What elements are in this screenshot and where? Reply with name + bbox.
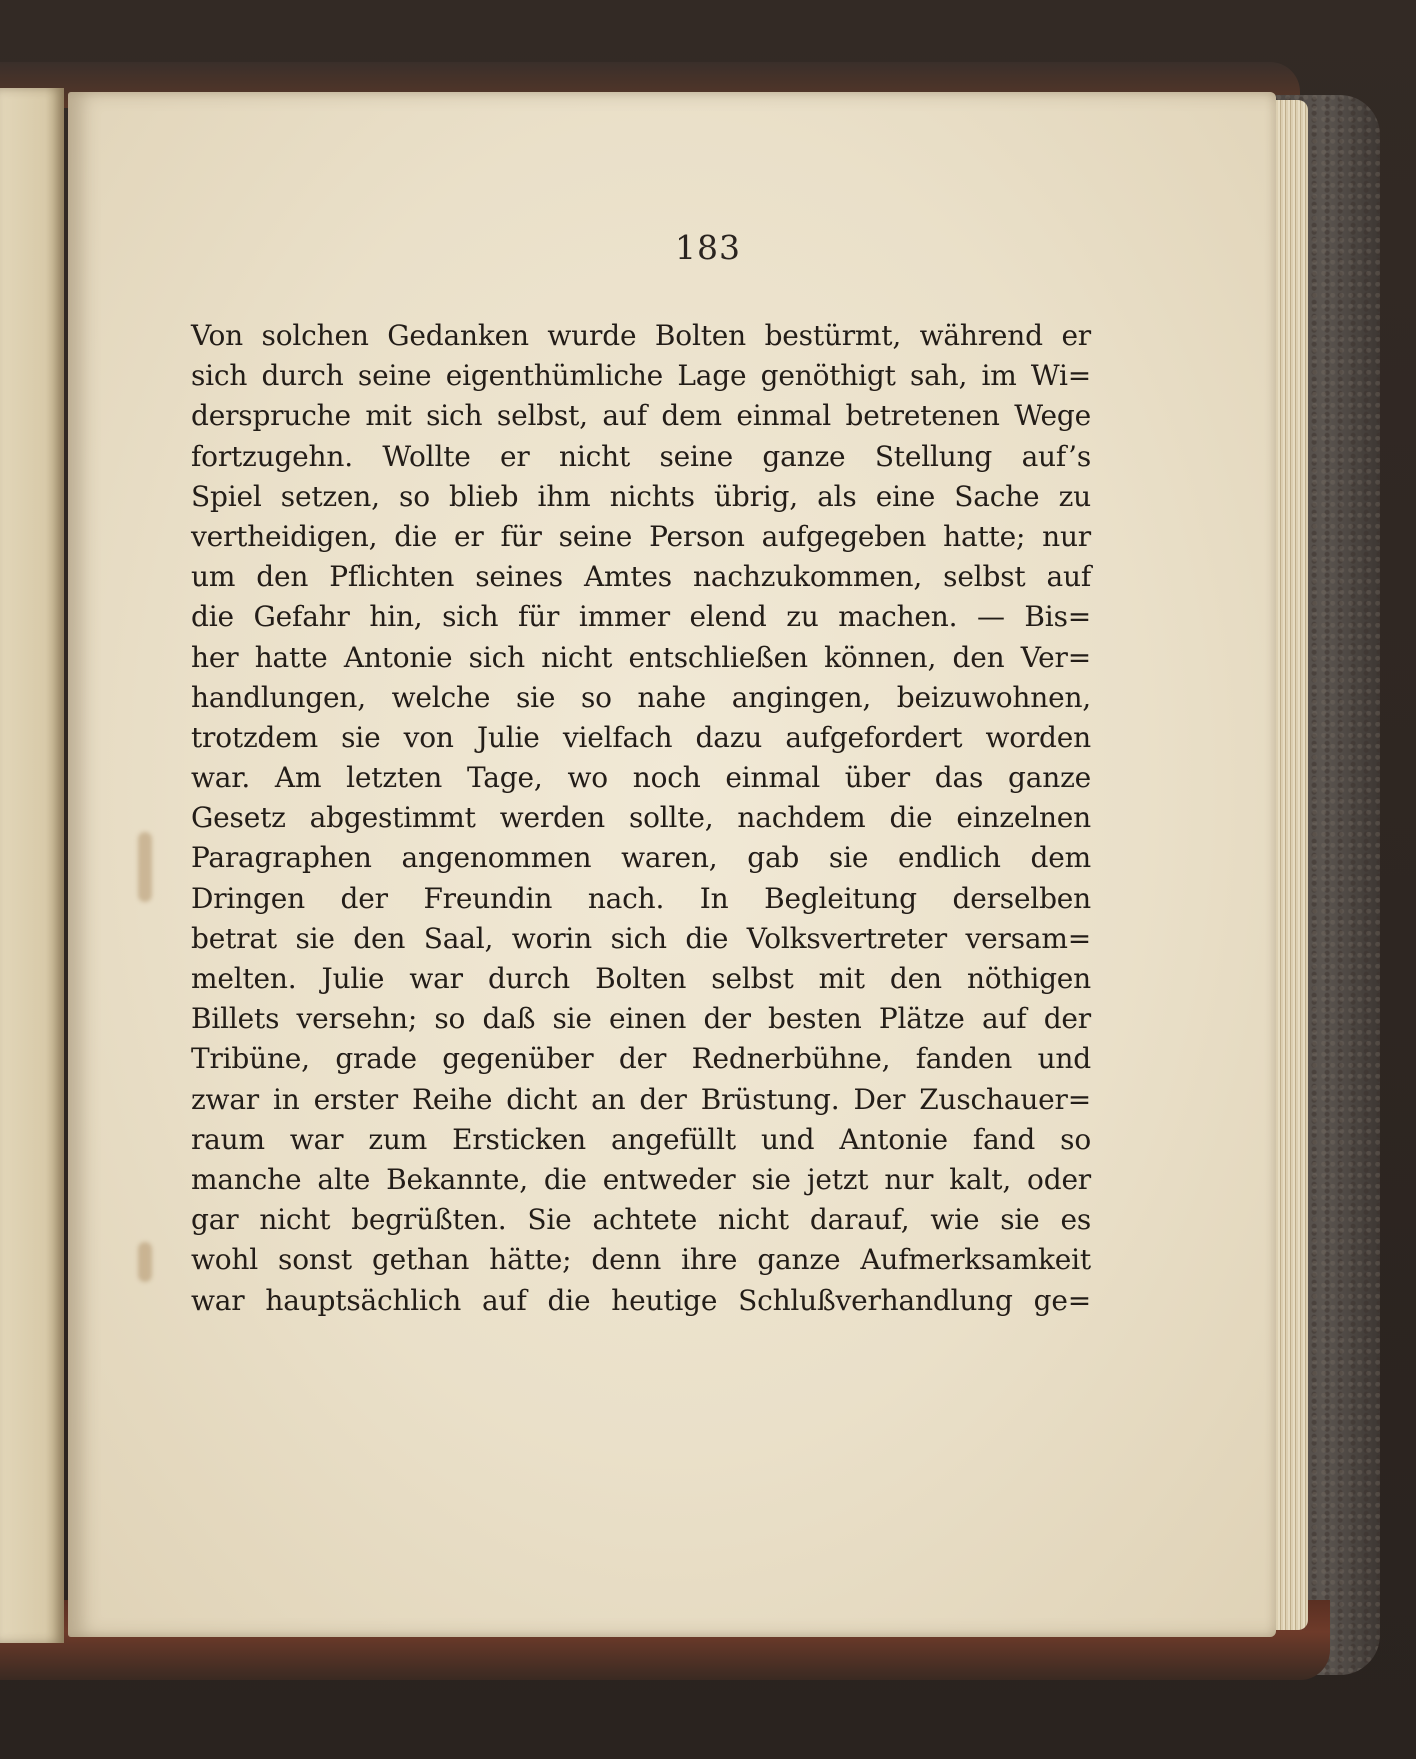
foxing-stain	[138, 1242, 152, 1282]
text-line: trotzdem sie von Julie vielfach dazu aufgefordert worden	[191, 720, 1091, 754]
text-line: die Gefahr hin, sich für immer elend zu machen. — Bis=	[191, 600, 1091, 634]
text-line: zwar in erster Reihe dicht an der Brüstung. Der Zuschauer=	[191, 1082, 1091, 1116]
text-line: wohl sonst gethan hätte; denn ihre ganze Aufmerksamkeit	[191, 1243, 1091, 1277]
text-line: Von solchen Gedanken wurde Bolten bestürmt, während er	[191, 319, 1091, 352]
text-line: vertheidigen, die er für seine Person aufgegeben hatte; nur	[191, 519, 1091, 553]
text-line: war hauptsächlich auf die heutige Schlußverhandlung ge=	[191, 1283, 1091, 1317]
text-line: gar nicht begrüßten. Sie achtete nicht darauf, wie sie es	[191, 1203, 1091, 1237]
text-line: raum war zum Ersticken angefüllt und Antonie fand so	[191, 1122, 1091, 1156]
text-line: derspruche mit sich selbst, auf dem einmal betretenen Wege	[191, 399, 1091, 433]
left-page-edge	[0, 88, 64, 1643]
page-number: 183	[675, 228, 741, 267]
text-line: manche alte Bekannte, die entweder sie jetzt nur kalt, oder	[191, 1162, 1091, 1196]
text-line: um den Pflichten seines Amtes nachzukommen, selbst auf	[191, 560, 1091, 594]
text-line: war. Am letzten Tage, wo noch einmal über das ganze	[191, 761, 1091, 795]
body-text	[191, 316, 1091, 1321]
text-line: her hatte Antonie sich nicht entschließen können, den Ver=	[191, 640, 1091, 674]
text-line: handlungen, welche sie so nahe angingen, beizuwohnen,	[191, 680, 1091, 714]
text-line: sich durch seine eigenthümliche Lage genöthigt sah, im Wi=	[191, 359, 1091, 393]
text-line: fortzugehn. Wollte er nicht seine ganze Stellung auf’s	[191, 439, 1091, 473]
text-line: Tribüne, grade gegenüber der Rednerbühne, fanden und	[191, 1042, 1091, 1076]
text-line: Gesetz abgestimmt werden sollte, nachdem die einzelnen	[191, 801, 1091, 835]
text-line: Dringen der Freundin nach. In Begleitung derselben	[191, 881, 1091, 915]
text-line: Spiel setzen, so blieb ihm nichts übrig, als eine Sache zu	[191, 479, 1091, 513]
text-line: Paragraphen angenommen waren, gab sie endlich dem	[191, 841, 1091, 875]
text-line: betrat sie den Saal, worin sich die Volksvertreter versam=	[191, 921, 1091, 955]
text-line: melten. Julie war durch Bolten selbst mit den nöthigen	[191, 962, 1091, 995]
text-line: Billets versehn; so daß sie einen der besten Plätze auf der	[191, 1002, 1091, 1036]
foxing-stain	[138, 832, 152, 902]
